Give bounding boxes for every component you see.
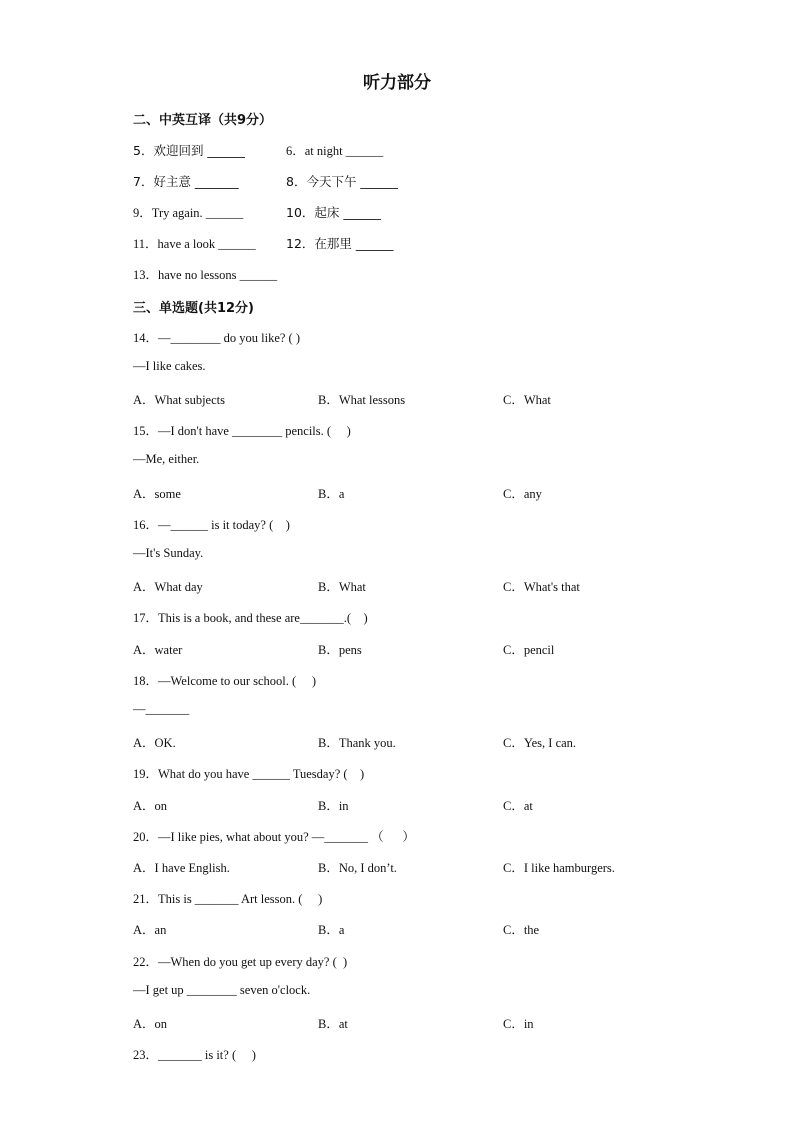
option-a: A．What day (133, 580, 203, 594)
question-stem: 20．—I like pies, what about you? —_______ （ ） (133, 830, 415, 844)
option-a: A．on (133, 1017, 168, 1031)
translation-item: 6．at night ______ (286, 144, 384, 158)
translation-item: 5．欢迎回到 ______ (133, 143, 245, 158)
question-stem: 19．What do you have ______ Tuesday? ( ) (133, 767, 365, 781)
option-b: B．Thank you. (318, 736, 396, 750)
translation-item: 8．今天下午 ______ (286, 174, 398, 189)
option-b: B．pens (318, 643, 362, 657)
option-b: B．in (318, 799, 349, 813)
translation-item: 12．在那里 ______ (286, 236, 394, 251)
question-stem: 22．—When do you get up every day? ( ) (133, 955, 348, 969)
option-a: A．What subjects (133, 393, 225, 407)
page-title: 听力部分 (363, 73, 431, 93)
option-a: A．I have English. (133, 861, 230, 875)
translation-item: 7．好主意 _______ (133, 174, 239, 189)
option-a: A．OK. (133, 736, 176, 750)
translation-item: 11．have a look ______ (133, 237, 256, 251)
section-heading-translation: 二、中英互译（共9分） (133, 113, 273, 128)
question-dialogue: —I get up ________ seven o'clock. (133, 983, 311, 997)
option-c: C．at (503, 799, 533, 813)
translation-item: 10．起床 ______ (286, 205, 381, 220)
option-b: B．No, I don’t. (318, 861, 397, 875)
option-a: A．water (133, 643, 183, 657)
option-b: B．at (318, 1017, 348, 1031)
option-b: B．a (318, 923, 345, 937)
option-c: C．pencil (503, 643, 555, 657)
question-stem: 21．This is _______ Art lesson. ( ) (133, 892, 323, 906)
option-b: B．What (318, 580, 366, 594)
question-dialogue: —I like cakes. (133, 359, 206, 373)
option-c: C．in (503, 1017, 534, 1031)
option-c: C．I like hamburgers. (503, 861, 615, 875)
option-c: C．the (503, 923, 540, 937)
option-c: C．What's that (503, 580, 580, 594)
question-dialogue: —_______ (133, 702, 190, 716)
option-a: A．on (133, 799, 168, 813)
question-stem: 17．This is a book, and these are_______.( ) (133, 611, 368, 625)
question-stem: 16．—______ is it today? ( ) (133, 518, 290, 532)
translation-item: 13．have no lessons ______ (133, 268, 278, 282)
question-stem: 15．—I don't have ________ pencils. ( ) (133, 424, 351, 438)
question-dialogue: —Me, either. (133, 452, 200, 466)
option-a: A．some (133, 487, 181, 501)
option-c: C．Yes, I can. (503, 736, 577, 750)
option-c: C．any (503, 487, 542, 501)
question-stem: 14．—________ do you like? ( ) (133, 331, 300, 345)
question-stem: 18．—Welcome to our school. ( ) (133, 674, 316, 688)
option-b: B．a (318, 487, 345, 501)
question-dialogue: —It's Sunday. (133, 546, 204, 560)
option-c: C．What (503, 393, 551, 407)
translation-item: 9．Try again. ______ (133, 206, 244, 220)
option-b: B．What lessons (318, 393, 406, 407)
section-heading-multiple-choice: 三、单选题(共12分) (133, 301, 254, 316)
question-stem: 23．_______ is it? ( ) (133, 1048, 256, 1062)
option-a: A．an (133, 923, 167, 937)
